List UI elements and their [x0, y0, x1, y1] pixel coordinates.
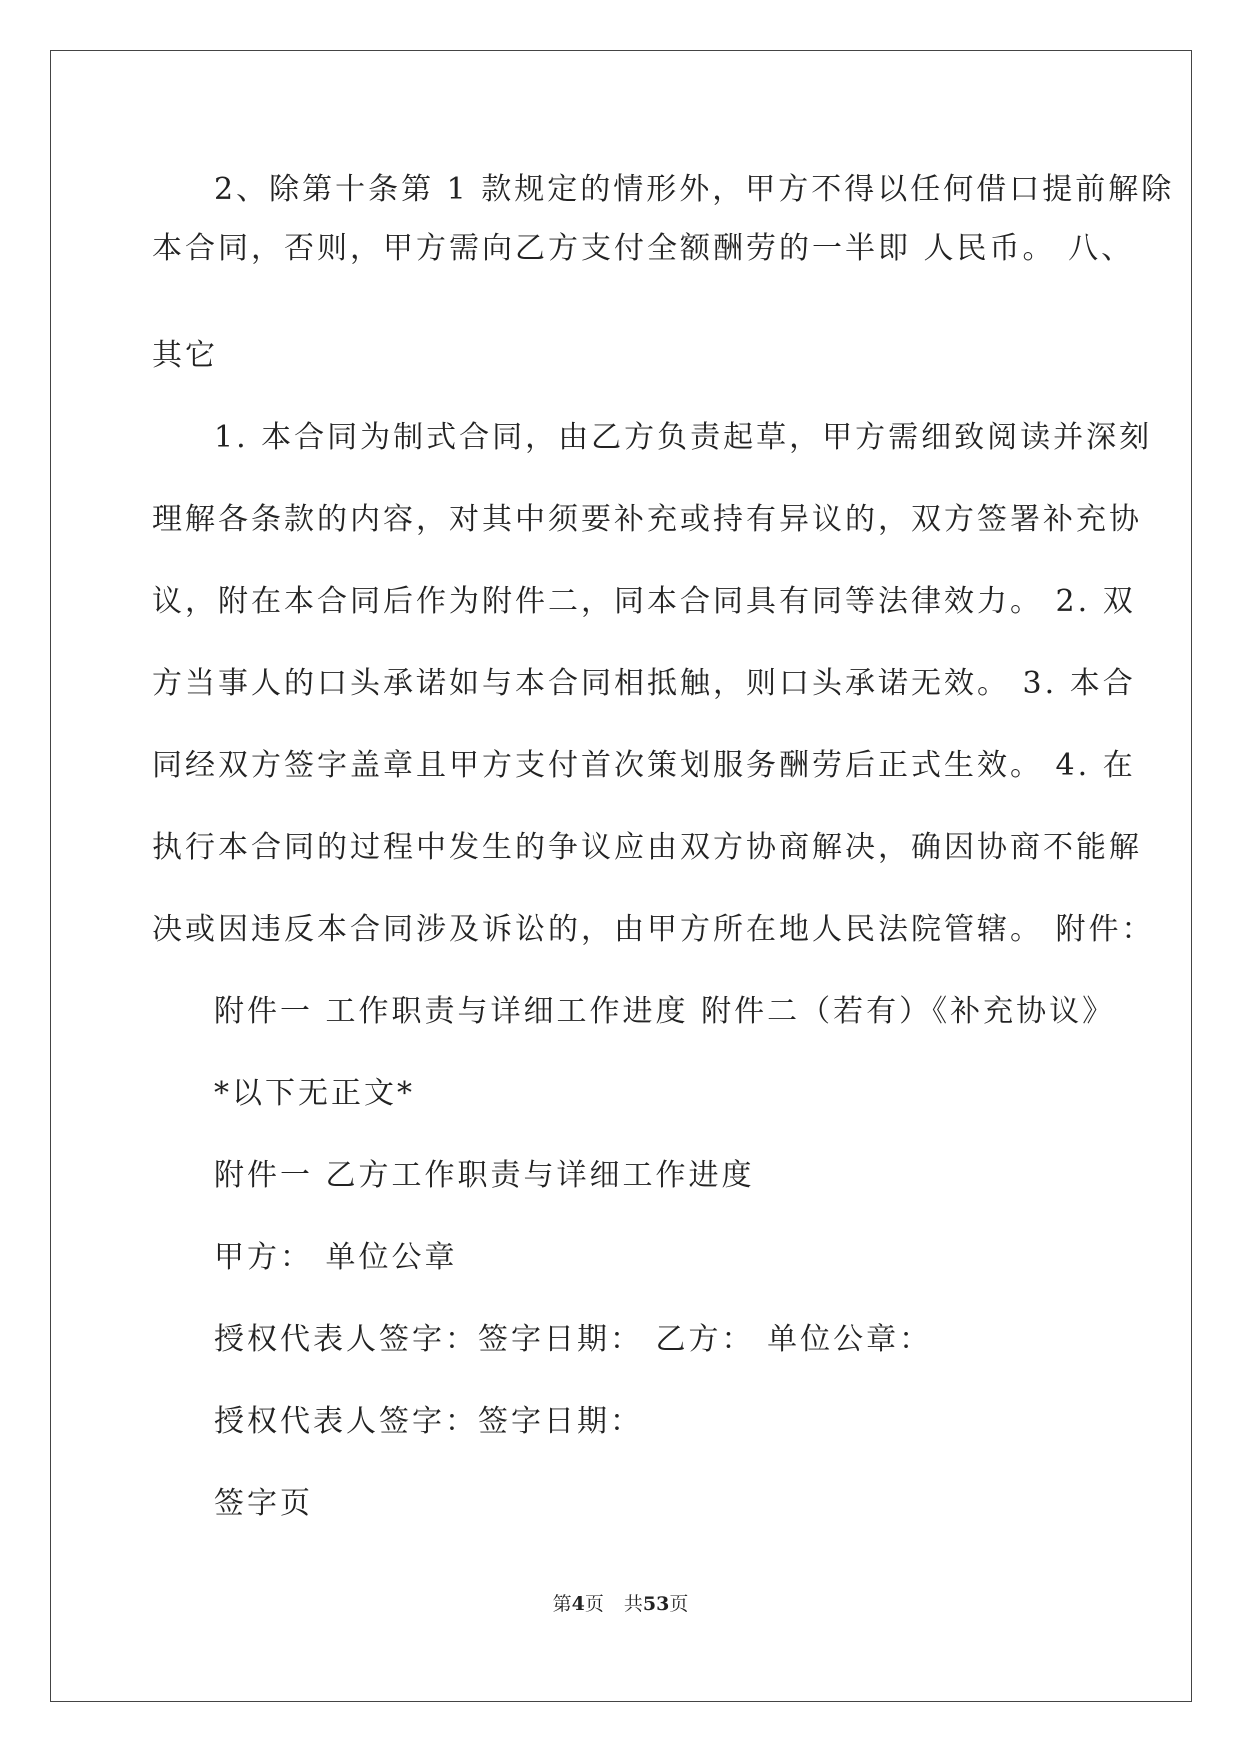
total-prefix: 共	[623, 1593, 643, 1615]
body-line-1: 2、除第十条第 1 款规定的情形外，甲方不得以任何借口提前解除	[214, 172, 1175, 207]
no-more-text-note: *以下无正文*	[214, 1076, 415, 1111]
party-a-signature-line: 授权代表人签字：签字日期： 乙方： 单位公章：	[214, 1322, 933, 1357]
page-prefix: 第	[552, 1593, 572, 1615]
body-line-5: 理解各条款的内容，对其中须要补充或持有异议的，双方签署补充协	[152, 502, 1142, 537]
body-line-3: 其它	[152, 338, 218, 373]
body-line-10: 决或因违反本合同涉及诉讼的，由甲方所在地人民法院管辖。 附件：	[152, 912, 1155, 947]
attachment-list: 附件一 工作职责与详细工作进度 附件二（若有）《补充协议》	[214, 994, 1116, 1029]
body-line-4: 1. 本合同为制式合同，由乙方负责起草，甲方需细致阅读并深刻	[214, 420, 1153, 455]
page-number: 4	[571, 1593, 585, 1615]
body-line-7: 方当事人的口头承诺如与本合同相抵触，则口头承诺无效。 3. 本合	[152, 666, 1136, 701]
attachment-one-title: 附件一 乙方工作职责与详细工作进度	[214, 1158, 755, 1193]
party-a-seal-line: 甲方： 单位公章	[214, 1240, 458, 1275]
signature-page-label: 签字页	[214, 1486, 313, 1521]
body-line-6: 议，附在本合同后作为附件二，同本合同具有同等法律效力。 2. 双	[152, 584, 1136, 619]
total-suffix: 页	[669, 1593, 689, 1615]
body-line-9: 执行本合同的过程中发生的争议应由双方协商解决，确因协商不能解	[152, 830, 1142, 865]
page-footer	[0, 1591, 1241, 1617]
party-b-signature-line: 授权代表人签字：签字日期：	[214, 1404, 643, 1439]
page-suffix: 页	[584, 1593, 604, 1615]
body-line-2: 本合同，否则，甲方需向乙方支付全额酬劳的一半即 人民币。 八、	[152, 231, 1135, 266]
page-border	[50, 50, 1192, 1702]
body-line-8: 同经双方签字盖章且甲方支付首次策划服务酬劳后正式生效。 4. 在	[152, 748, 1136, 783]
total-pages: 53	[642, 1593, 670, 1615]
